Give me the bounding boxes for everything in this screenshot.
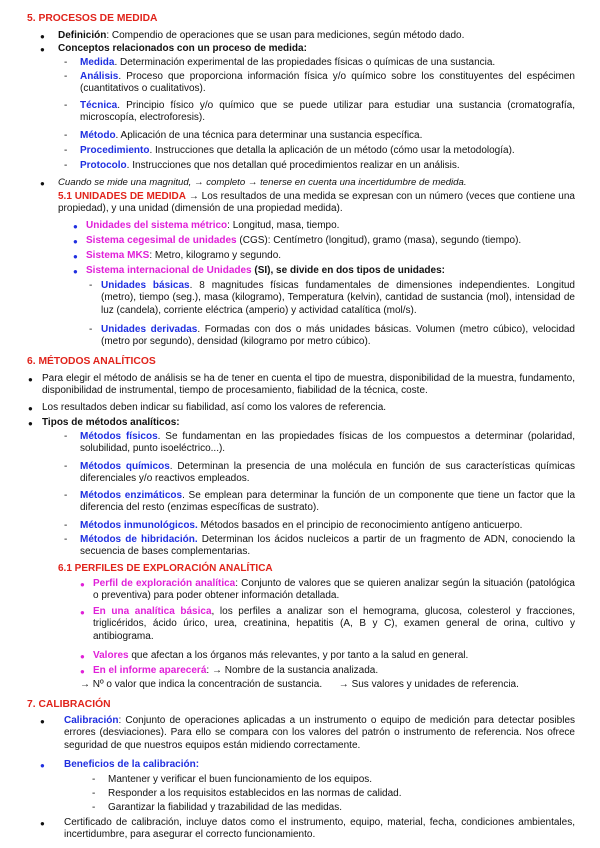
concept-text: . Determinación experimental de las propiedades físicas o químicas de una sustancia. <box>114 57 496 68</box>
unit-text: : Metro, kilogramo y segundo. <box>149 250 282 261</box>
calibracion-definition <box>64 715 575 752</box>
concept-text: . Aplicación de una técnica para determinar una sustancia específica. <box>115 130 423 141</box>
beneficios-heading: Beneficios de la calibración: <box>64 759 200 770</box>
concept-text: . Instrucciones que nos detallan qué procedimientos realizar en un análisis. <box>126 160 460 171</box>
method-text: . Determinan la presencia de una molécula en función de sus características químicas diferenciales y/o reactivos empleados. <box>80 461 575 485</box>
unidades-medida-text: → Los resultados de una medida se expresan con un número (veces que contiene una propiedad), y una unidad (dimensión de una propiedad medida). <box>58 191 575 215</box>
dash-icon: - <box>64 100 68 111</box>
method-text: . Se fundamentan en las propiedades físicas de los compuestos a determinar (polaridad, solubilidad, punto isoeléctrico...). <box>80 431 576 455</box>
si-term: Unidades derivadas <box>101 324 198 335</box>
subsection-6-1-title: 6.1 PERFILES DE EXPLORACIÓN ANALÍTICA <box>58 563 273 574</box>
method-text: Métodos basados en el principio de reconocimiento antígeno anticuerpo. <box>197 520 523 531</box>
method-term: Métodos de hibridación. <box>80 534 198 545</box>
si-text: . Formadas con dos o más unidades básicas. Volumen (metro cúbico), velocidad (metro por segundo), densidad (kilogramo por metro cúbico). <box>101 324 575 348</box>
method-fisicos <box>80 431 575 456</box>
dash-icon: - <box>64 57 68 68</box>
si-text: . 8 magnitudes físicas fundamentales de dimensiones independientes. Longitud (metro), tiempo (seg.), masa (kilogramo), Temperatura (kelvin), cantidad de sustancia (mol), intensidad de luz (candela), corriente eléctrica (amperio) y actividad catalítica (mol/s). <box>101 280 575 316</box>
perfil-valores <box>93 650 468 662</box>
concept-text: . Instrucciones que detalla la aplicación de un método (cómo usar la metodología). <box>149 145 515 156</box>
unit-term: Sistema cegesimal de unidades <box>86 235 237 246</box>
perfil-text: , los perfiles a analizar son el hemograma, glucosa, colesterol y fracciones, triglicéridos, ácido úrico, urea, creatinina, hepatitis (A, B y C), examen general de orina, cultivo y antibiograma. <box>93 606 575 642</box>
unit-system-mks <box>86 250 281 262</box>
beneficio-item: Garantizar la fiabilidad y trazabilidad de las medidas. <box>108 802 343 813</box>
calibracion-text: : Conjunto de operaciones aplicadas a un instrumento o equipo de medición para detectar posibles errores (desviaciones). Para ello se compara con los valores del patrón o instrumento de referencia. Nos ofrece seguridad de que nuestros equipos están midiendo correctamente. <box>64 715 575 751</box>
dash-icon: - <box>64 490 68 501</box>
dash-icon: - <box>92 802 96 813</box>
definicion-line <box>58 30 464 42</box>
informe-details-line: → Nº o valor que indica la concentración de sustancia. → Sus valores y unidades de referencia. <box>80 679 519 690</box>
method-term: Métodos químicos <box>80 461 170 472</box>
dash-icon: - <box>89 324 93 335</box>
section-5-title: 5. PROCESOS DE MEDIDA <box>27 13 158 24</box>
beneficio-item: Responder a los requisitos establecidos en las normas de calidad. <box>108 788 402 799</box>
method-quimicos <box>80 461 575 486</box>
concept-medida <box>80 57 575 69</box>
unit-text: : Longitud, masa, tiempo. <box>227 220 340 231</box>
dash-icon: - <box>64 71 68 82</box>
dash-icon: - <box>92 774 96 785</box>
bullet-icon: ● <box>73 222 78 231</box>
method-hibridacion <box>80 534 575 559</box>
perfil-text: : → Nombre de la sustancia analizada. <box>206 665 379 676</box>
definicion-text: : Compendio de operaciones que se usan para mediciones, según método dado. <box>106 30 465 41</box>
definicion-term: Definición <box>58 30 107 41</box>
unidades-medida-paragraph <box>58 191 575 216</box>
bullet-icon: ● <box>40 761 45 770</box>
unit-term: Unidades del sistema métrico <box>86 220 228 231</box>
perfil-text: que afectan a los órganos más relevantes, y por tanto a la salud en general. <box>128 650 469 661</box>
method-text: Determinan los ácidos nucleicos a partir de un fragmento de ADN, conociendo la secuencia de bases complementarias. <box>80 534 576 558</box>
dash-icon: - <box>89 280 93 291</box>
concept-term: Método <box>80 130 116 141</box>
unit-text: (CGS): Centímetro (longitud), gramo (masa), segundo (tiempo). <box>236 235 522 246</box>
dash-icon: - <box>64 431 68 442</box>
conceptos-heading: Conceptos relacionados con un proceso de medida: <box>58 43 307 54</box>
perfil-term: Perfil de exploración analítica <box>93 578 236 589</box>
unit-system-cgs <box>86 235 521 247</box>
bullet-icon: ● <box>28 404 33 413</box>
si-basicas <box>101 280 575 317</box>
bullet-icon: ● <box>73 237 78 246</box>
perfil-informe <box>93 665 378 677</box>
section-7-title: 7. CALIBRACIÓN <box>27 699 111 710</box>
bullet-icon: ● <box>28 375 33 384</box>
si-term: Unidades básicas <box>101 280 190 291</box>
bullet-icon: ● <box>40 179 45 188</box>
perfil-exploracion <box>93 578 575 603</box>
dash-icon: - <box>64 534 68 545</box>
dash-icon: - <box>64 520 68 531</box>
subsection-5-1-title: 5.1 UNIDADES DE MEDIDA <box>58 191 186 202</box>
dash-icon: - <box>64 461 68 472</box>
perfil-term: Valores <box>93 650 129 661</box>
unit-system-si <box>86 265 445 277</box>
bullet-icon: ● <box>40 717 45 726</box>
concept-tecnica <box>80 100 575 125</box>
dash-icon: - <box>64 130 68 141</box>
concept-metodo <box>80 130 575 142</box>
section-6-title: 6. MÉTODOS ANALÍTICOS <box>27 356 156 367</box>
dash-icon: - <box>92 788 96 799</box>
method-term: Métodos físicos <box>80 431 158 442</box>
dash-icon: - <box>64 160 68 171</box>
bullet-icon: ● <box>80 608 85 617</box>
concept-protocolo <box>80 160 575 172</box>
italic-note: Cuando se mide una magnitud, → completo → tenerse en cuenta una incertidumbre de medida. <box>58 177 467 188</box>
bullet-icon: ● <box>80 580 85 589</box>
bullet-icon: ● <box>28 419 33 428</box>
section-6-bullet-3: Tipos de métodos analíticos: <box>42 417 180 428</box>
concept-text: . Proceso que proporciona información física y/o químico sobre los constituyentes del espécimen (cuantitativos o cualitativos). <box>80 71 575 95</box>
section-6-bullet-1: Para elegir el método de análisis se ha de tener en cuenta el tipo de muestra, disponibilidad de la muestra, fundamento, disponibilidad de instrumental, tiempo de procesamiento, fiabilidad de la técnica, coste. <box>42 373 575 397</box>
bullet-icon: ● <box>40 32 45 41</box>
calibracion-term: Calibración <box>64 715 119 726</box>
method-text: . Se emplean para determinar la función de un componente que tiene un factor que la diferencia del resto (enzimas específicas de sustrato). <box>80 490 576 514</box>
unit-term: Sistema MKS <box>86 250 150 261</box>
method-enzimaticos <box>80 490 575 515</box>
perfil-term: En una analítica básica <box>93 606 212 617</box>
section-6-bullet-2: Los resultados deben indicar su fiabilidad, así como los valores de referencia. <box>42 402 387 413</box>
unit-term: Sistema internacional de Unidades <box>86 265 252 276</box>
unit-system-metrico <box>86 220 339 232</box>
certificado-text: Certificado de calibración, incluye datos como el instrumento, equipo, material, fecha, condiciones ambientales, incertidumbre, para asegurar el correcto funcionamiento. <box>64 817 575 841</box>
bullet-icon: ● <box>73 267 78 276</box>
bullet-icon: ● <box>73 252 78 261</box>
method-term: Métodos enzimáticos <box>80 490 183 501</box>
concept-text: . Principio físico y/o químico que se puede utilizar para estudiar una sustancia (cromatografía, microscopía, electroforesis). <box>80 100 575 124</box>
perfil-text: : Conjunto de valores que se quieren analizar según la situación (patológica o preventiva) para poder obtener información detallada. <box>93 578 575 602</box>
bullet-icon: ● <box>40 45 45 54</box>
concept-term: Técnica <box>80 100 118 111</box>
concept-procedimiento <box>80 145 575 157</box>
perfil-term: En el informe aparecerá <box>93 665 207 676</box>
method-inmunologicos <box>80 520 575 532</box>
concept-term: Medida <box>80 57 115 68</box>
bullet-icon: ● <box>80 667 85 676</box>
concept-term: Procedimiento <box>80 145 150 156</box>
dash-icon: - <box>64 145 68 156</box>
method-term: Métodos inmunológicos. <box>80 520 198 531</box>
concept-term: Protocolo <box>80 160 127 171</box>
bullet-icon: ● <box>40 819 45 828</box>
perfil-analitica-basica <box>93 606 575 643</box>
bullet-icon: ● <box>80 652 85 661</box>
unit-text: (SI), se divide en dos tipos de unidades: <box>251 265 445 276</box>
concept-analisis <box>80 71 575 96</box>
beneficio-item: Mantener y verificar el buen funcionamiento de los equipos. <box>108 774 373 785</box>
concept-term: Análisis <box>80 71 119 82</box>
si-derivadas <box>101 324 575 349</box>
